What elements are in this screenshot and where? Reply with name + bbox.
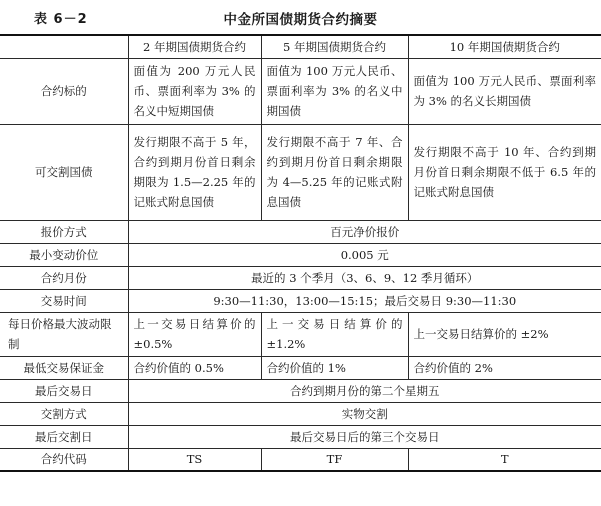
cell-10yr: 合约价值的 2%: [408, 356, 601, 379]
cell-2yr: 发行期限不高于 5 年，合约到期月份首日剩余期限为 1.5—2.25 年的记账式附息国债: [128, 124, 261, 220]
row-label: 交易时间: [0, 289, 128, 312]
cell-5yr: 合约价值的 1%: [261, 356, 408, 379]
header-row: [0, 35, 601, 58]
table-title: 中金所国债期货合约摘要: [223, 12, 378, 28]
row-label: 最后交割日: [0, 425, 128, 448]
row-label: 最后交易日: [0, 379, 128, 402]
cell-5yr: 面值为 100 万元人民币、票面利率为 3% 的名义中期国债: [261, 58, 408, 124]
cell-2yr: TS: [128, 448, 261, 471]
row-last-trade: [0, 379, 601, 402]
cell-2yr: 合约价值的 0.5%: [128, 356, 261, 379]
cell-merged: 合约到期月份的第二个星期五: [128, 379, 601, 402]
cell-10yr: 上一交易日结算价的 ±2%: [408, 312, 601, 356]
cell-10yr: 发行期限不高于 10 年、合约到期月份首日剩余期限不低于 6.5 年的记账式附息国债: [408, 124, 601, 220]
header-5yr: 5 年期国债期货合约: [261, 35, 408, 58]
header-2yr: 2 年期国债期货合约: [128, 35, 261, 58]
header-10yr: 10 年期国债期货合约: [408, 35, 601, 58]
row-underlying: [0, 58, 601, 124]
cell-2yr: 面值为 200 万元人民币、票面利率为 3% 的名义中短期国债: [128, 58, 261, 124]
row-last-delivery: [0, 425, 601, 448]
futures-contract-table: [0, 34, 601, 472]
row-limit: [0, 312, 601, 356]
row-code: [0, 448, 601, 471]
cell-merged: 最后交易日后的第三个交易日: [128, 425, 601, 448]
row-label: 交割方式: [0, 402, 128, 425]
row-months: [0, 266, 601, 289]
cell-5yr: 上一交易日结算价的 ±1.2%: [261, 312, 408, 356]
cell-10yr: T: [408, 448, 601, 471]
row-label: 合约代码: [0, 448, 128, 471]
row-deliverable: [0, 124, 601, 220]
row-margin: [0, 356, 601, 379]
row-label: 报价方式: [0, 220, 128, 243]
cell-merged: 实物交割: [128, 402, 601, 425]
cell-2yr: 上一交易日结算价的 ±0.5%: [128, 312, 261, 356]
row-label: 最小变动价位: [0, 243, 128, 266]
cell-merged: 最近的 3 个季月（3、6、9、12 季月循环）: [128, 266, 601, 289]
table-number: 表 6－2: [34, 12, 88, 27]
cell-5yr: TF: [261, 448, 408, 471]
row-label: 合约标的: [0, 58, 128, 124]
row-tick: [0, 243, 601, 266]
cell-5yr: 发行期限不高于 7 年、合约到期月份首日剩余期限为 4—5.25 年的记账式附息国债: [261, 124, 408, 220]
row-label: 最低交易保证金: [0, 356, 128, 379]
cell-10yr: 面值为 100 万元人民币、票面利率为 3% 的名义长期国债: [408, 58, 601, 124]
row-label: 合约月份: [0, 266, 128, 289]
cell-merged: 百元净价报价: [128, 220, 601, 243]
cell-merged: 9:30—11:30，13:00—15:15；最后交易日 9:30—11:30: [128, 289, 601, 312]
row-label: 每日价格最大波动限制: [0, 312, 128, 356]
row-hours: [0, 289, 601, 312]
row-delivery: [0, 402, 601, 425]
header-blank-cell: [0, 35, 128, 58]
row-label: 可交割国债: [0, 124, 128, 220]
cell-merged: 0.005 元: [128, 243, 601, 266]
table-caption: [0, 6, 601, 30]
row-quote: [0, 220, 601, 243]
